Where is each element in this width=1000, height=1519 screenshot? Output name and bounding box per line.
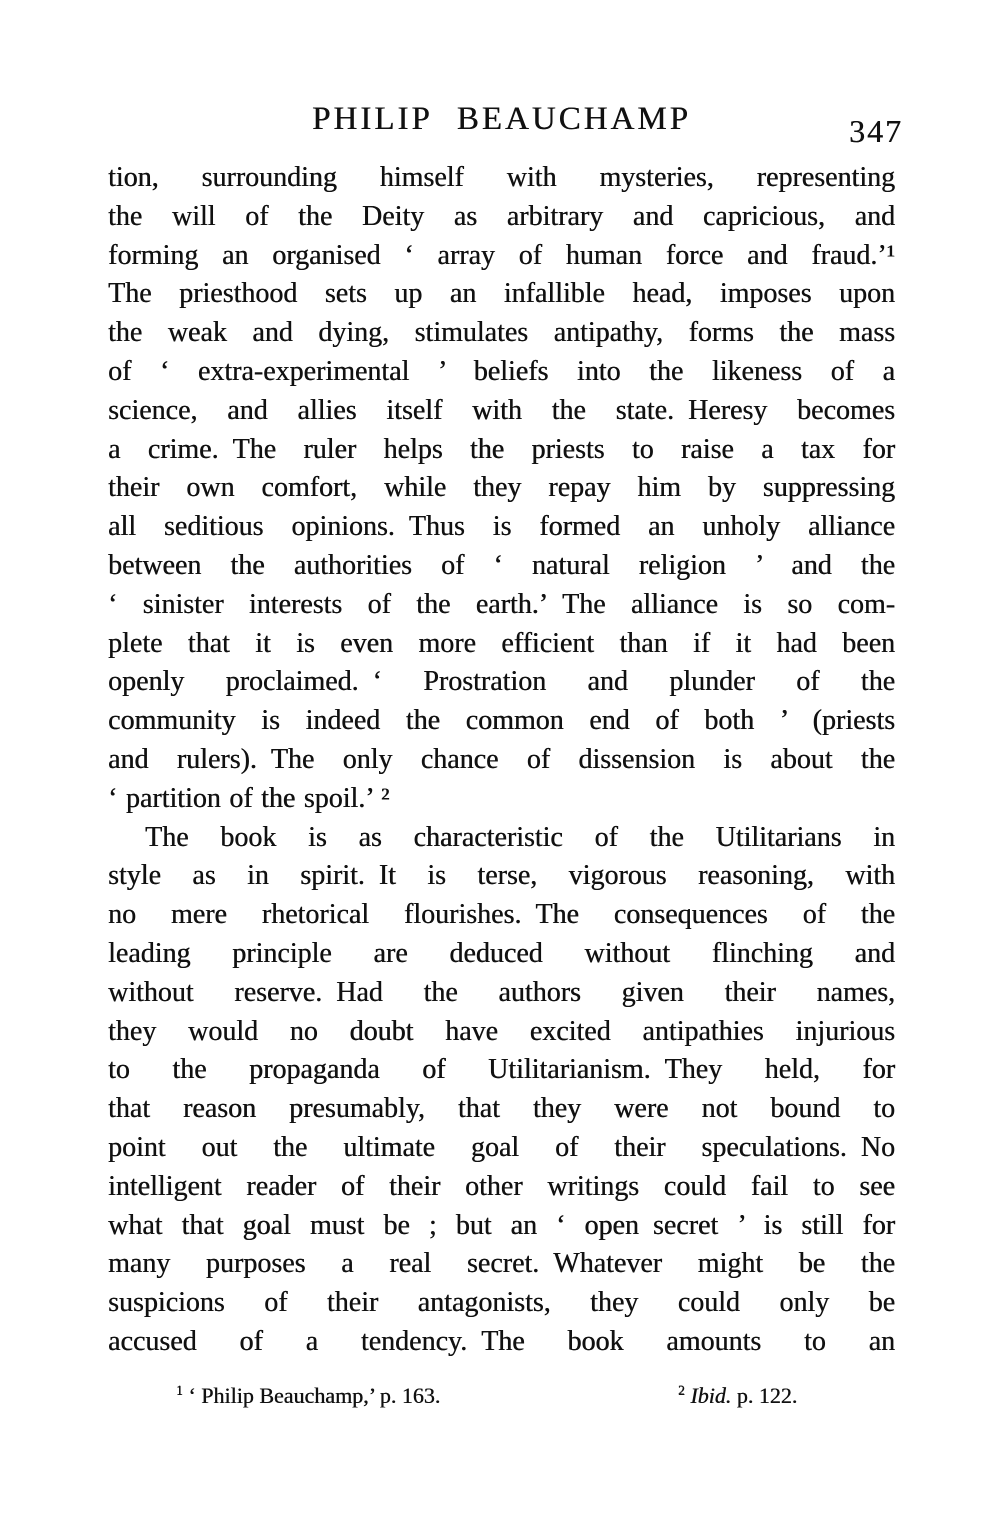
- text-line: all seditious opinions. Thus is formed an unholy alliance: [108, 511, 895, 543]
- footnote-2-marker: 2: [678, 1382, 685, 1398]
- text-line: forming an organised ‘ array of human force and fraud.’¹: [108, 239, 895, 271]
- text-line: science, and allies itself with the state. Heresy becomes: [108, 394, 895, 426]
- footnote-2-text: p. 122.: [731, 1383, 798, 1408]
- text-line: ‘ partition of the spoil.’ ²: [108, 782, 390, 814]
- body-text: [108, 159, 895, 1362]
- text-line: plete that it is even more efficient than if it had been: [108, 627, 895, 659]
- text-line: community is indeed the common end of both ’ (priests: [108, 705, 895, 737]
- text-line: a crime. The ruler helps the priests to raise a tax for: [108, 433, 895, 465]
- page-title: PHILIP BEAUCHAMP: [312, 101, 691, 137]
- footnote-2: [678, 1381, 797, 1411]
- text-line: style as in spirit. It is terse, vigorous reasoning, with: [108, 860, 895, 892]
- text-line: tion, surrounding himself with mysteries, representing: [108, 162, 895, 193]
- text-line: The book is as characteristic of the Utilitarians in: [145, 821, 895, 853]
- text-line: the will of the Deity as arbitrary and capricious, and: [108, 200, 895, 232]
- text-line: of ‘ extra-experimental ’ beliefs into the likeness of a: [108, 355, 895, 387]
- text-line: between the authorities of ‘ natural religion ’ and the: [108, 549, 895, 581]
- footnote-2-work: Ibid.: [690, 1383, 732, 1408]
- text-line: intelligent reader of their other writings could fail to see: [108, 1170, 895, 1202]
- footnote-1: [176, 1381, 440, 1411]
- text-line: many purposes a real secret. Whatever might be the: [108, 1248, 895, 1280]
- text-line: point out the ultimate goal of their speculations. No: [108, 1131, 895, 1163]
- text-line: that reason presumably, that they were not bound to: [108, 1093, 895, 1125]
- page-number: 347: [849, 113, 903, 149]
- text-line: without reserve. Had the authors given their names,: [108, 976, 895, 1008]
- text-line: the weak and dying, stimulates antipathy, forms the mass: [108, 317, 895, 349]
- text-line: openly proclaimed. ‘ Prostration and plunder of the: [108, 666, 895, 698]
- text-line: suspicions of their antagonists, they could only be: [108, 1287, 895, 1319]
- text-line: leading principle are deduced without flinching and: [108, 937, 895, 969]
- text-line: what that goal must be ; but an ‘ open secret ’ is still for: [108, 1209, 895, 1241]
- text-line: no mere rhetorical flourishes. The consequences of the: [108, 899, 895, 931]
- footnote-1-text: ‘ Philip Beauchamp,’ p. 163.: [188, 1383, 441, 1408]
- text-line: to the propaganda of Utilitarianism. They held, for: [108, 1054, 895, 1086]
- footnote-1-marker: 1: [176, 1382, 183, 1398]
- text-line: their own comfort, while they repay him by suppressing: [108, 472, 895, 504]
- text-line: and rulers). The only chance of dissension is about the: [108, 743, 895, 775]
- text-line: ‘ sinister interests of the earth.’ The alliance is so com-: [108, 588, 895, 620]
- text-line: The priesthood sets up an infallible head, imposes upon: [108, 278, 895, 310]
- text-line: they would no doubt have excited antipathies injurious: [108, 1015, 895, 1047]
- text-line: accused of a tendency. The book amounts to an: [108, 1325, 895, 1357]
